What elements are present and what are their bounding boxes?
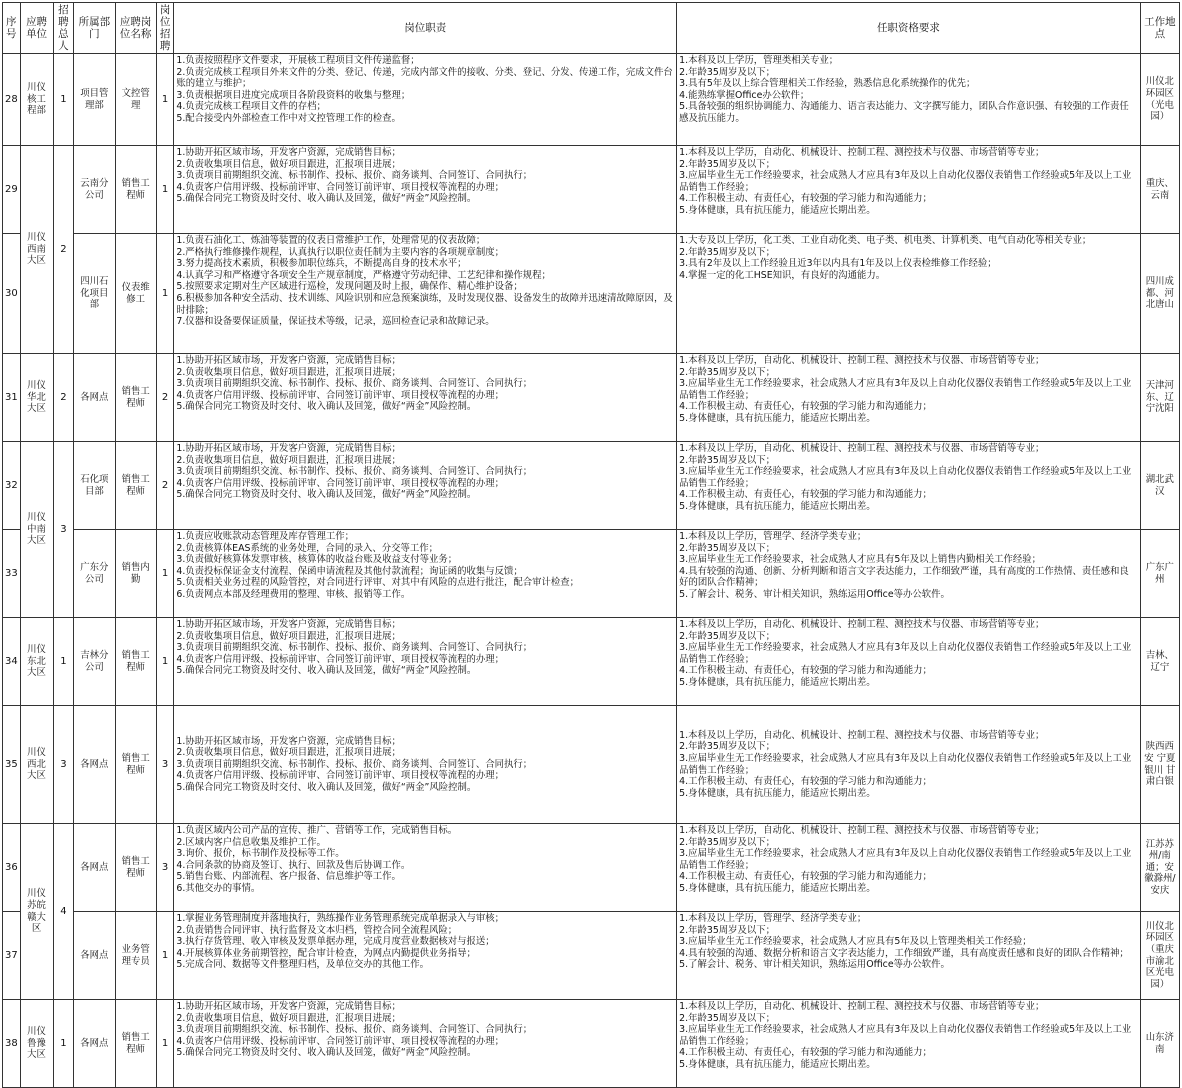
row-total: 2 <box>53 354 74 442</box>
row-requirements: 1.本科及以上学历，自动化、机械设计、控制工程、测控技术与仪器、市场营销等专业； 2.年龄35周岁及以下； 3.应届毕业生无工作经验要求，社会成熟人才应具有3年及以上自动化仪器仪表销售工作经验或5年及以上工业品销售工作经验； 4.工作积极主动、有责任心，有较强的学习能力和沟通能力； 5.身体健康，具有抗压能力，能适应长期出差。 <box>677 824 1141 912</box>
row-location: 四川成都、河北唐山 <box>1140 234 1179 354</box>
row-count: 1 <box>156 530 174 618</box>
row-duties: 1.掌握业务管理制度并落地执行，熟练操作业务管理系统完成单据录入与审核； 2.负责销售合同评审、执行监督及文本归档，管控合同全流程风险； 3.执行存货管理、收入审核及发票单据办理，完成月度营业数据核对与报送； 4.开展核算体业务前期管控，配合审计检查，为网点内勤提供业务指导； 5.完成合同、数据等文件整理归档，及单位交办的其他工作。 <box>174 912 677 1000</box>
row-unit: 川仪华北大区 <box>20 354 53 442</box>
row-total: 2 <box>53 146 74 354</box>
row-seq: 38 <box>3 1000 21 1088</box>
row-count: 1 <box>156 618 174 706</box>
row-location: 川仪北环园区（重庆市渝北区光电园） <box>1140 912 1179 1000</box>
header-count: 岗位招聘 <box>156 3 174 54</box>
row-dept: 云南分公司 <box>74 146 115 234</box>
header-unit: 应聘单位 <box>20 3 53 54</box>
row-position: 销售工程师 <box>115 618 156 706</box>
table-row <box>3 234 1180 354</box>
row-duties: 1.协助开拓区域市场，开发客户资源，完成销售目标； 2.负责收集项目信息，做好项目跟进，汇报项目进展； 3.负责项目前期组织交流、标书制作、投标、报价、商务谈判、合同签订、合同执行； 4.负责客户信用评级、投标前评审、合同签订前评审、项目授权等流程的办理； 5.确保合同完工物资及时交付、收入确认及回笼，做好“两金”风险控制。 <box>174 146 677 234</box>
row-position: 销售工程师 <box>115 824 156 912</box>
row-seq: 29 <box>3 146 21 234</box>
row-dept: 各网点 <box>74 706 115 824</box>
row-location: 重庆、云南 <box>1140 146 1179 234</box>
row-unit: 川仪鲁豫大区 <box>20 1000 53 1088</box>
row-requirements: 1.本科及以上学历，自动化、机械设计、控制工程、测控技术与仪器、市场营销等专业； 2.年龄35周岁及以下； 3.应届毕业生无工作经验要求，社会成熟人才应具有3年及以上自动化仪器仪表销售工作经验或5年及以上工业品销售工作经验； 4.工作积极主动、有责任心，有较强的学习能力和沟通能力； 5.身体健康，具有抗压能力，能适应长期出差。 <box>677 146 1141 234</box>
row-unit: 川仪中南大区 <box>20 442 53 618</box>
row-count: 1 <box>156 54 174 146</box>
row-position: 销售工程师 <box>115 706 156 824</box>
row-duties: 1.协助开拓区域市场，开发客户资源，完成销售目标； 2.负责收集项目信息，做好项目跟进，汇报项目进展； 3.负责项目前期组织交流、标书制作、投标、报价、商务谈判、合同签订、合同执行； 4.负责客户信用评级、投标前评审、合同签订前评审、项目授权等流程的办理； 5.确保合同完工物资及时交付、收入确认及回笼，做好“两金”风险控制。 <box>174 1000 677 1088</box>
recruitment-table <box>2 2 1180 1088</box>
row-location: 川仪北环园区（光电园） <box>1140 54 1179 146</box>
row-duties: 1.负责石油化工、炼油等装置的仪表日常维护工作，处理常见的仪表故障； 2.严格执行维修操作规程，认真执行以职位责任制为主要内容的各项规章制度； 3.努力提高技术素质，积极参加职位练兵，不断提高自身的技术水平； 4.认真学习和严格遵守各项安全生产规章制度，严格遵守劳动纪律、工艺纪律和操作规程； 5.按照要求定期对生产区域进行巡检，发现问题及时上报，确保作、精心维护设备； 6.积极参加各种安全活动、技术训练、风险识别和应急预案演练，及时发现仪器、设备发生的故障并迅速清故障原因，及时排除； 7.仪器和设备要保证质量，保证技术等级，记录，巡回检查记录和故障记录。 <box>174 234 677 354</box>
table-row <box>3 824 1180 912</box>
row-dept: 各网点 <box>74 1000 115 1088</box>
row-position: 销售工程师 <box>115 1000 156 1088</box>
row-requirements: 1.本科及以上学历，管理学、经济学类专业； 2.年龄35周岁及以下； 3.应届毕业生无工作经验要求，社会成熟人才应具有5年及以上管理类相关工作经验； 4.具有较强的沟通、数据分析和语言文字表达能力，工作细致严谨，具有高度责任感和良好的团队合作精神； 5.了解会计、税务、审计相关知识，熟练运用Office等办公软件。 <box>677 912 1141 1000</box>
row-requirements: 1.本科及以上学历，自动化、机械设计、控制工程、测控技术与仪器、市场营销等专业； 2.年龄35周岁及以下； 3.应届毕业生无工作经验要求，社会成熟人才应具有3年及以上自动化仪器仪表销售工作经验或5年及以上工业品销售工作经验； 4.工作积极主动、有责任心，有较强的学习能力和沟通能力； 5.身体健康，具有抗压能力，能适应长期出差。 <box>677 706 1141 824</box>
row-total: 1 <box>53 618 74 706</box>
row-seq: 32 <box>3 442 21 530</box>
row-unit: 川仪核工程部 <box>20 54 53 146</box>
row-duties: 1.协助开拓区域市场，开发客户资源，完成销售目标； 2.负责收集项目信息，做好项目跟进，汇报项目进展； 3.负责项目前期组织交流、标书制作、投标、报价、商务谈判、合同签订、合同执行； 4.负责客户信用评级、投标前评审、合同签订前评审、项目授权等流程的办理； 5.确保合同完工物资及时交付、收入确认及回笼，做好“两金”风险控制。 <box>174 706 677 824</box>
row-position: 销售工程师 <box>115 354 156 442</box>
row-dept: 各网点 <box>74 912 115 1000</box>
row-count: 1 <box>156 1000 174 1088</box>
row-location: 江苏苏州/南通；安徽滁州/安庆 <box>1140 824 1179 912</box>
row-dept: 广东分公司 <box>74 530 115 618</box>
row-count: 1 <box>156 146 174 234</box>
row-dept: 四川石化项目部 <box>74 234 115 354</box>
row-position: 销售内勤 <box>115 530 156 618</box>
row-location: 吉林、辽宁 <box>1140 618 1179 706</box>
row-location: 天津河东、辽宁沈阳 <box>1140 354 1179 442</box>
row-count: 1 <box>156 912 174 1000</box>
row-location: 广东广州 <box>1140 530 1179 618</box>
row-duties: 1.协助开拓区域市场，开发客户资源，完成销售目标； 2.负责收集项目信息，做好项目跟进，汇报项目进展； 3.负责项目前期组织交流、标书制作、投标、报价、商务谈判、合同签订、合同执行； 4.负责客户信用评级、投标前评审、合同签订前评审、项目授权等流程的办理； 5.确保合同完工物资及时交付、收入确认及回笼，做好“两金”风险控制。 <box>174 618 677 706</box>
row-requirements: 1.本科及以上学历，自动化、机械设计、控制工程、测控技术与仪器、市场营销等专业； 2.年龄35周岁及以下； 3.应届毕业生无工作经验要求，社会成熟人才应具有3年及以上自动化仪器仪表销售工作经验或5年及以上工业品销售工作经验； 4.工作积极主动、有责任心，有较强的学习能力和沟通能力； 5.身体健康，具有抗压能力，能适应长期出差。 <box>677 354 1141 442</box>
row-count: 2 <box>156 354 174 442</box>
row-total: 3 <box>53 706 74 824</box>
table-row <box>3 354 1180 442</box>
row-requirements: 1.本科及以上学历，管理类相关专业； 2.年龄35周岁及以下； 3.具有5年及以上综合管理相关工作经验，熟悉信息化系统操作的优先； 4.能熟练掌握Office办公软件； 5.具备较强的组织协调能力、沟通能力、语言表达能力、文字撰写能力，团队合作意识强、有较强的工作责任感及抗压能力。 <box>677 54 1141 146</box>
row-location: 湖北武汉 <box>1140 442 1179 530</box>
row-position: 业务管理专员 <box>115 912 156 1000</box>
row-dept: 各网点 <box>74 354 115 442</box>
header-seq: 序号 <box>3 3 21 54</box>
row-seq: 33 <box>3 530 21 618</box>
row-total: 1 <box>53 1000 74 1088</box>
row-requirements: 1.大专及以上学历，化工类、工业自动化类、电子类、机电类、计算机类、电气自动化等相关专业； 2.年龄35周岁及以下； 3.具有2年及以上工作经验且近3年以内具有1年及以上仪表检维修工作经验； 4.掌握一定的化工HSE知识，有良好的沟通能力。 <box>677 234 1141 354</box>
row-total: 4 <box>53 824 74 1000</box>
row-seq: 28 <box>3 54 21 146</box>
row-total: 1 <box>53 54 74 146</box>
row-position: 仪表维修工 <box>115 234 156 354</box>
table-row <box>3 706 1180 824</box>
row-position: 文控管理 <box>115 54 156 146</box>
row-requirements: 1.本科及以上学历，管理学、经济学类专业； 2.年龄35周岁及以下； 3.应届毕业生无工作经验要求，社会成熟人才应具有5年及以上销售内勤相关工作经验； 4.具有较强的沟通、创新、分析判断和语言文字表达能力，工作细致严谨，具有高度的工作热情、责任感和良好的团队合作精神； 5.了解会计、税务、审计相关知识，熟练运用Office等办公软件。 <box>677 530 1141 618</box>
header-dept: 所属部门 <box>74 3 115 54</box>
row-dept: 各网点 <box>74 824 115 912</box>
table-row <box>3 1000 1180 1088</box>
row-count: 3 <box>156 706 174 824</box>
row-duties: 1.协助开拓区域市场，开发客户资源，完成销售目标； 2.负责收集项目信息，做好项目跟进，汇报项目进展； 3.负责项目前期组织交流、标书制作、投标、报价、商务谈判、合同签订、合同执行； 4.负责客户信用评级、投标前评审、合同签订前评审、项目授权等流程的办理； 5.确保合同完工物资及时交付、收入确认及回笼，做好“两金”风险控制。 <box>174 354 677 442</box>
row-count: 2 <box>156 442 174 530</box>
row-unit: 川仪苏皖赣大区 <box>20 824 53 1000</box>
row-dept: 石化项目部 <box>74 442 115 530</box>
table-row <box>3 530 1180 618</box>
row-duties: 1.负责区域内公司产品的宣传、推广、营销等工作，完成销售目标。 2.区域内客户信息收集及维护工作。 3.询价、报价，标书制作及投标等工作。 4.合同条款的协商及签订、执行、回款及售后协调工作。 5.销售台账、内部流程、客户报备、信息维护等工作。 6.其他交办的事情。 <box>174 824 677 912</box>
header-position: 应聘岗位名称 <box>115 3 156 54</box>
row-seq: 37 <box>3 912 21 1000</box>
table-row <box>3 442 1180 530</box>
header-row <box>3 3 1180 54</box>
row-duties: 1.协助开拓区域市场，开发客户资源，完成销售目标； 2.负责收集项目信息，做好项目跟进，汇报项目进展； 3.负责项目前期组织交流、标书制作、投标、报价、商务谈判、合同签订、合同执行； 4.负责客户信用评级、投标前评审、合同签订前评审、项目授权等流程的办理； 5.确保合同完工物资及时交付、收入确认及回笼，做好“两金”风险控制。 <box>174 442 677 530</box>
row-unit: 川仪西南大区 <box>20 146 53 354</box>
row-seq: 36 <box>3 824 21 912</box>
row-unit: 川仪西北大区 <box>20 706 53 824</box>
row-count: 1 <box>156 234 174 354</box>
row-dept: 项目管理部 <box>74 54 115 146</box>
table-row <box>3 618 1180 706</box>
table-row <box>3 912 1180 1000</box>
row-location: 陕西西安 宁夏银川 甘肃白银 <box>1140 706 1179 824</box>
row-seq: 30 <box>3 234 21 354</box>
row-seq: 35 <box>3 706 21 824</box>
header-duties: 岗位职责 <box>174 3 677 54</box>
row-requirements: 1.本科及以上学历，自动化、机械设计、控制工程、测控技术与仪器、市场营销等专业； 2.年龄35周岁及以下； 3.应届毕业生无工作经验要求，社会成熟人才应具有3年及以上自动化仪器仪表销售工作经验或5年及以上工业品销售工作经验； 4.工作积极主动、有责任心，有较强的学习能力和沟通能力； 5.身体健康，具有抗压能力，能适应长期出差。 <box>677 1000 1141 1088</box>
row-requirements: 1.本科及以上学历，自动化、机械设计、控制工程、测控技术与仪器、市场营销等专业； 2.年龄35周岁及以下； 3.应届毕业生无工作经验要求，社会成熟人才应具有3年及以上自动化仪器仪表销售工作经验或5年及以上工业品销售工作经验； 4.工作积极主动、有责任心，有较强的学习能力和沟通能力； 5.身体健康，具有抗压能力，能适应长期出差。 <box>677 618 1141 706</box>
row-dept: 吉林分公司 <box>74 618 115 706</box>
row-total: 3 <box>53 442 74 618</box>
row-requirements: 1.本科及以上学历，自动化、机械设计、控制工程、测控技术与仪器、市场营销等专业； 2.年龄35周岁及以下； 3.应届毕业生无工作经验要求，社会成熟人才应具有3年及以上自动化仪器仪表销售工作经验或5年及以上工业品销售工作经验； 4.工作积极主动、有责任心，有较强的学习能力和沟通能力； 5.身体健康，具有抗压能力，能适应长期出差。 <box>677 442 1141 530</box>
row-location: 山东济南 <box>1140 1000 1179 1088</box>
row-position: 销售工程师 <box>115 442 156 530</box>
header-total: 招聘总人 <box>53 3 74 54</box>
row-count: 3 <box>156 824 174 912</box>
row-duties: 1.负责按照程序文件要求，开展核工程项目文件传递监督； 2.负责完成核工程项目外来文件的分类、登记、传递，完成内部文件的接收、分类、登记、分发、传递工作，完成文件台账的建立与维护； 3.负责根据项目进度完成项目各阶段资料的收集与整理； 4.负责完成核工程项目文件的存档； 5.配合接受内外部检查工作中对文控管理工作的检查。 <box>174 54 677 146</box>
table-row <box>3 146 1180 234</box>
row-unit: 川仪东北大区 <box>20 618 53 706</box>
table-row <box>3 54 1180 146</box>
header-requirements: 任职资格要求 <box>677 3 1141 54</box>
header-location: 工作地点 <box>1140 3 1179 54</box>
row-seq: 34 <box>3 618 21 706</box>
row-position: 销售工程师 <box>115 146 156 234</box>
row-seq: 31 <box>3 354 21 442</box>
row-duties: 1.负责应收账款动态管理及库存管理工作； 2.负责核算体EAS系统的业务处理，合同的录入、分交等工作； 3.负责做好核算体发票审核、核算体的收益台账及收益支付等业务； 4.负责投标保证金支付流程、保函申请流程及其他付款流程；询证函的收集与反馈； 5.负责相关业务过程的风险管控，对合同进行评审、对其中有风险的点进行批注，配合审计检查； 6.负责网点本部及经理费用的整理、审核、报销等工作。 <box>174 530 677 618</box>
